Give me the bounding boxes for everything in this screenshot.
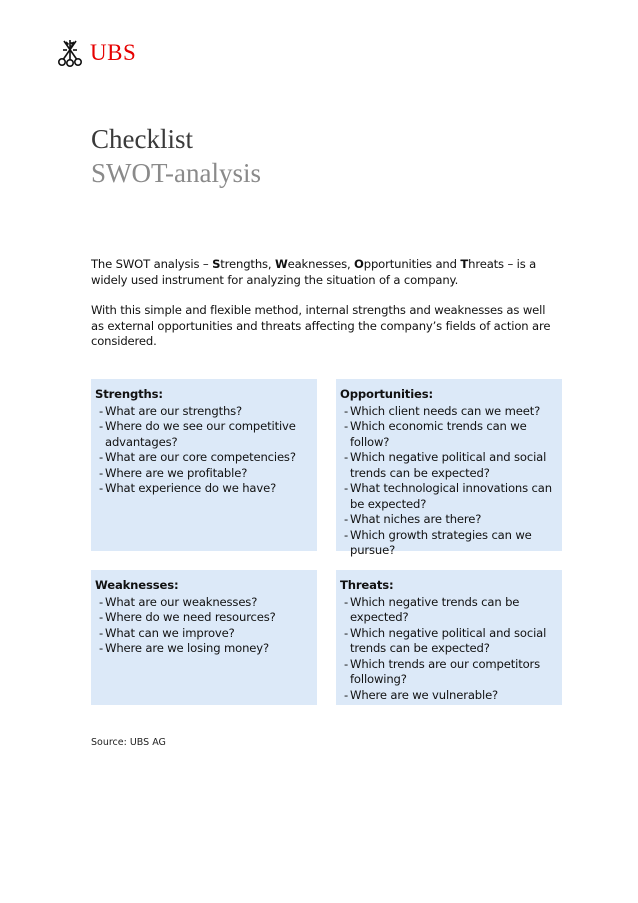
list-item: - What experience do we have?: [95, 481, 317, 497]
list-item: - What are our core competencies?: [95, 450, 317, 466]
ubs-keys-icon: [55, 38, 85, 68]
list-item: - Where are we vulnerable?: [340, 688, 562, 704]
strengths-list: [95, 404, 317, 497]
threats-list: [340, 595, 562, 704]
list-item: - What are our strengths?: [95, 404, 317, 420]
strengths-heading: Strengths:: [95, 387, 163, 401]
intro-text: [91, 257, 561, 365]
opportunities-box: [336, 379, 562, 557]
list-item: - Which growth strategies can we pursue?: [340, 528, 562, 559]
weaknesses-box: [91, 570, 317, 705]
weaknesses-list: [95, 595, 317, 657]
list-item: - What are our weaknesses?: [95, 595, 317, 611]
list-item: - What niches are there?: [340, 512, 562, 528]
brand-name: UBS: [90, 40, 137, 65]
threats-box: [336, 570, 562, 705]
intro-paragraph-2: With this simple and flexible method, internal strengths and weaknesses as well as external opportunities and threats affecting the company’s fields of action are considered.: [91, 303, 551, 348]
list-item: - Where do we need resources?: [95, 610, 317, 626]
list-item: - What can we improve?: [95, 626, 317, 642]
page-subtitle: SWOT-analysis: [91, 158, 261, 188]
weaknesses-heading: Weaknesses:: [95, 578, 179, 592]
list-item: - Which negative political and social trends can be expected?: [340, 626, 562, 657]
list-item: - Which trends are our competitors following?: [340, 657, 562, 688]
opportunities-heading: Opportunities:: [340, 387, 433, 401]
list-item: - Where do we see our competitive advantages?: [95, 419, 317, 450]
ubs-logo: [55, 38, 136, 68]
intro-paragraph-1: The SWOT analysis – Strengths, Weaknesses, Opportunities and Threats – is a widely used instrument for analyzing the situation of a company.: [91, 257, 537, 287]
strengths-box: [91, 379, 317, 551]
source-note: Source: UBS AG: [91, 737, 166, 748]
list-item: - Which negative political and social trends can be expected?: [340, 450, 562, 481]
list-item: - Which economic trends can we follow?: [340, 419, 562, 450]
list-item: - Which negative trends can be expected?: [340, 595, 562, 626]
list-item: - Where are we profitable?: [95, 466, 317, 482]
opportunities-list: [340, 404, 562, 559]
list-item: - What technological innovations can be expected?: [340, 481, 562, 512]
page-title: Checklist: [91, 124, 193, 154]
threats-heading: Threats:: [340, 578, 394, 592]
list-item: - Which client needs can we meet?: [340, 404, 562, 420]
list-item: - Where are we losing money?: [95, 641, 317, 657]
